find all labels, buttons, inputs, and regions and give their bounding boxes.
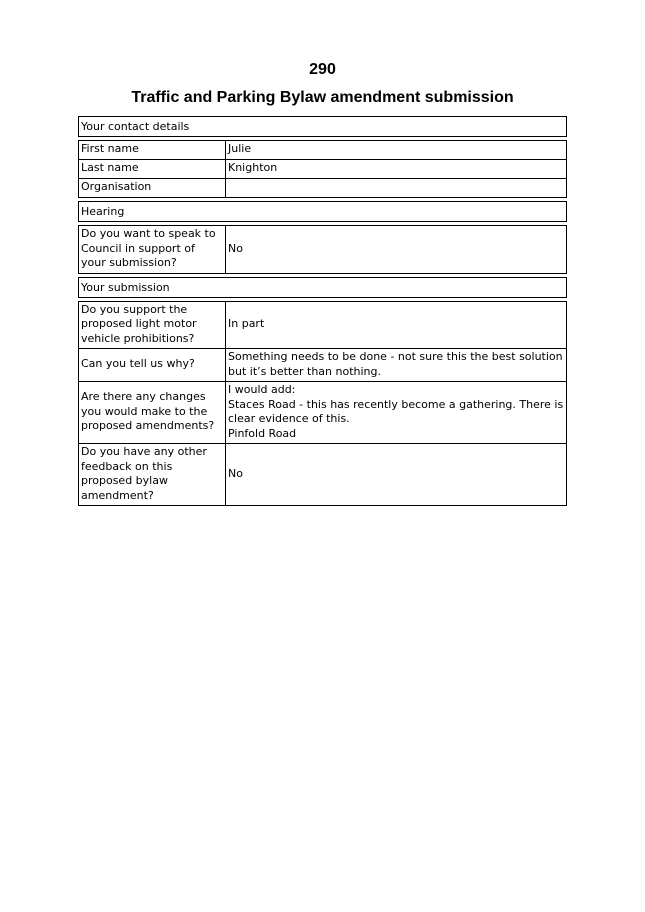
hearing-table — [78, 225, 567, 274]
organisation-label: Organisation — [79, 179, 226, 198]
section-header-contact: Your contact details — [78, 116, 567, 137]
table-row — [79, 349, 567, 382]
submission-form — [78, 116, 567, 509]
speak-to-council-value: No — [226, 226, 567, 274]
why-value: Something needs to be done - not sure this the best solution but it’s better than nothing. — [226, 349, 567, 382]
why-label: Can you tell us why? — [79, 349, 226, 382]
page-number: 290 — [309, 61, 336, 78]
page-title: Traffic and Parking Bylaw amendment submission — [131, 89, 514, 106]
first-name-value: Julie — [226, 141, 567, 160]
table-row — [79, 444, 567, 506]
last-name-label: Last name — [79, 160, 226, 179]
changes-line: Staces Road - this has recently become a gathering. There is clear evidence of this. — [228, 397, 564, 425]
table-row — [79, 226, 567, 274]
other-feedback-value: No — [226, 444, 567, 506]
organisation-value — [226, 179, 567, 198]
section-header-submission: Your submission — [78, 277, 567, 298]
changes-line: Pinfold Road — [228, 426, 297, 440]
section-header-hearing: Hearing — [78, 201, 567, 222]
support-prohibitions-value: In part — [226, 301, 567, 349]
support-prohibitions-label: Do you support the proposed light motor vehicle prohibitions? — [79, 301, 226, 349]
changes-value — [226, 382, 567, 444]
other-feedback-label: Do you have any other feedback on this proposed bylaw amendment? — [79, 444, 226, 506]
table-row — [79, 382, 567, 444]
changes-line: I would add: — [228, 383, 296, 396]
contact-details-table — [78, 140, 567, 198]
table-row — [79, 160, 567, 179]
speak-to-council-label: Do you want to speak to Council in support of your submission? — [79, 226, 226, 274]
first-name-label: First name — [79, 141, 226, 160]
table-row — [79, 141, 567, 160]
last-name-value: Knighton — [226, 160, 567, 179]
table-row — [79, 301, 567, 349]
table-row — [79, 179, 567, 198]
changes-label: Are there any changes you would make to the proposed amendments? — [79, 382, 226, 444]
submission-table — [78, 301, 567, 507]
